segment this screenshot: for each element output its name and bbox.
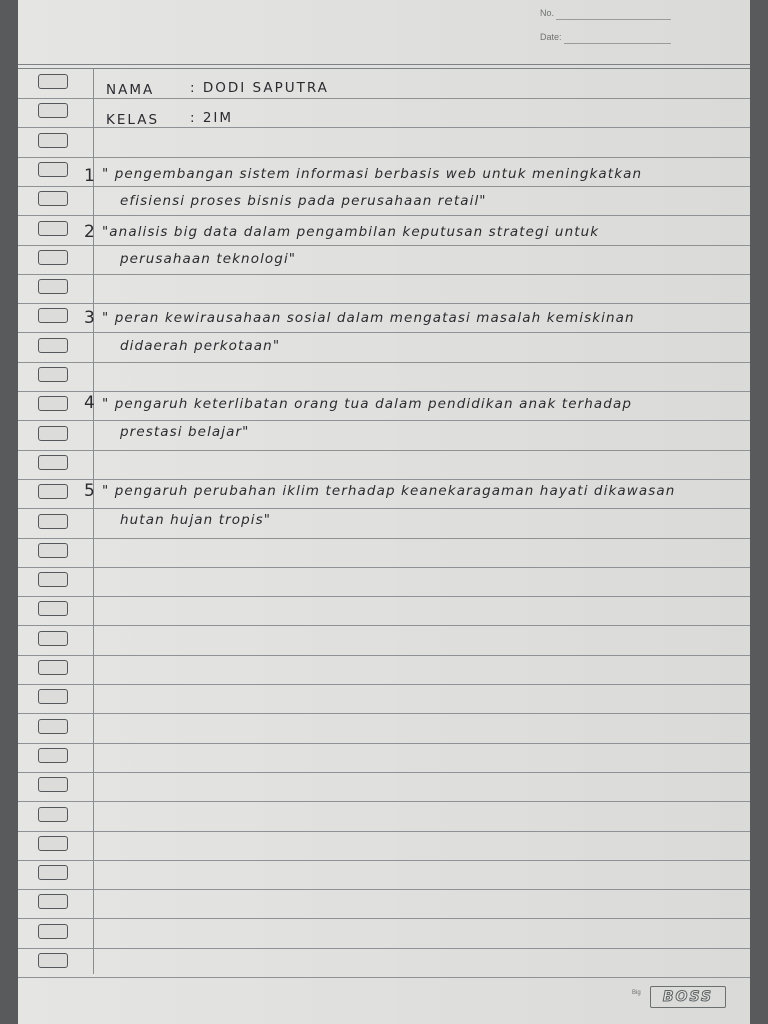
ruled-line [18, 684, 750, 685]
punch-hole [38, 396, 68, 411]
ruled-line [18, 245, 750, 246]
punch-hole [38, 426, 68, 441]
date-line [564, 43, 671, 44]
punch-hole [38, 103, 68, 118]
ruled-line [18, 713, 750, 714]
top-rule [18, 64, 750, 65]
punch-hole [38, 367, 68, 382]
ruled-line [18, 625, 750, 626]
ruled-line [18, 860, 750, 861]
class-value: : 2IM [190, 110, 234, 126]
ruled-line [18, 479, 750, 480]
topic-number: 5 [84, 481, 95, 501]
margin-line [93, 68, 94, 974]
ruled-line [18, 157, 750, 158]
ruled-line [18, 332, 750, 333]
punch-hole [38, 807, 68, 822]
no-line [556, 19, 671, 20]
punch-hole [38, 660, 68, 675]
topic-line: " pengembangan sistem informasi berbasis web untuk meningkatkan [102, 166, 643, 182]
punch-hole [38, 543, 68, 558]
ruled-line [18, 391, 750, 392]
ruled-line [18, 450, 750, 451]
ruled-line [18, 655, 750, 656]
punch-hole [38, 572, 68, 587]
ruled-line [18, 508, 750, 509]
date-label: Date: [540, 32, 562, 42]
punch-hole [38, 514, 68, 529]
ruled-line [18, 538, 750, 539]
punch-hole [38, 836, 68, 851]
top-rule-2 [18, 68, 750, 69]
topic-line: efisiensi proses bisnis pada perusahaan retail" [120, 193, 487, 209]
punch-hole [38, 74, 68, 89]
punch-hole [38, 484, 68, 499]
ruled-line [18, 303, 750, 304]
topic-line: " pengaruh perubahan iklim terhadap keanekaragaman hayati dikawasan [102, 483, 676, 499]
punch-hole [38, 221, 68, 236]
topic-number: 2 [84, 222, 95, 242]
brand-small-text: Big [632, 990, 641, 996]
punch-hole [38, 279, 68, 294]
topic-number: 3 [84, 308, 95, 328]
ruled-line [18, 948, 750, 949]
ruled-line [18, 567, 750, 568]
punch-hole [38, 894, 68, 909]
ruled-line [18, 362, 750, 363]
punch-hole [38, 953, 68, 968]
punch-hole [38, 924, 68, 939]
punch-hole [38, 338, 68, 353]
punch-hole [38, 250, 68, 265]
ruled-line [18, 918, 750, 919]
topic-line: perusahaan teknologi" [120, 251, 297, 267]
punch-hole [38, 865, 68, 880]
ruled-line [18, 977, 750, 978]
punch-hole [38, 601, 68, 616]
brand-logo: BOSS [650, 986, 726, 1008]
topic-line: didaerah perkotaan" [120, 338, 281, 354]
topic-line: "analisis big data dalam pengambilan keputusan strategi untuk [102, 224, 600, 240]
name-label: NAMA [106, 82, 155, 98]
topic-number: 1 [84, 166, 95, 186]
punch-hole [38, 748, 68, 763]
punch-hole [38, 689, 68, 704]
class-label: KELAS [106, 112, 160, 128]
ruled-line [18, 596, 750, 597]
punch-hole [38, 631, 68, 646]
punch-hole [38, 777, 68, 792]
punch-hole [38, 455, 68, 470]
topic-line: hutan hujan tropis" [120, 512, 272, 528]
ruled-line [18, 801, 750, 802]
punch-hole [38, 133, 68, 148]
topic-number: 4 [84, 393, 95, 413]
no-label: No. [540, 8, 555, 18]
name-value: : DODI SAPUTRA [190, 80, 329, 96]
ruled-line [18, 98, 750, 99]
punch-hole [38, 308, 68, 323]
ruled-line [18, 772, 750, 773]
ruled-line [18, 186, 750, 187]
punch-hole [38, 719, 68, 734]
ruled-line [18, 215, 750, 216]
ruled-line [18, 831, 750, 832]
topic-line: prestasi belajar" [120, 424, 250, 440]
ruled-line [18, 274, 750, 275]
ruled-line [18, 743, 750, 744]
topic-line: " pengaruh keterlibatan orang tua dalam pendidikan anak terhadap [102, 396, 632, 412]
punch-hole [38, 191, 68, 206]
topic-line: " peran kewirausahaan sosial dalam mengatasi masalah kemiskinan [102, 310, 635, 326]
notebook-page [18, 0, 750, 1024]
ruled-line [18, 889, 750, 890]
punch-hole [38, 162, 68, 177]
ruled-line [18, 420, 750, 421]
